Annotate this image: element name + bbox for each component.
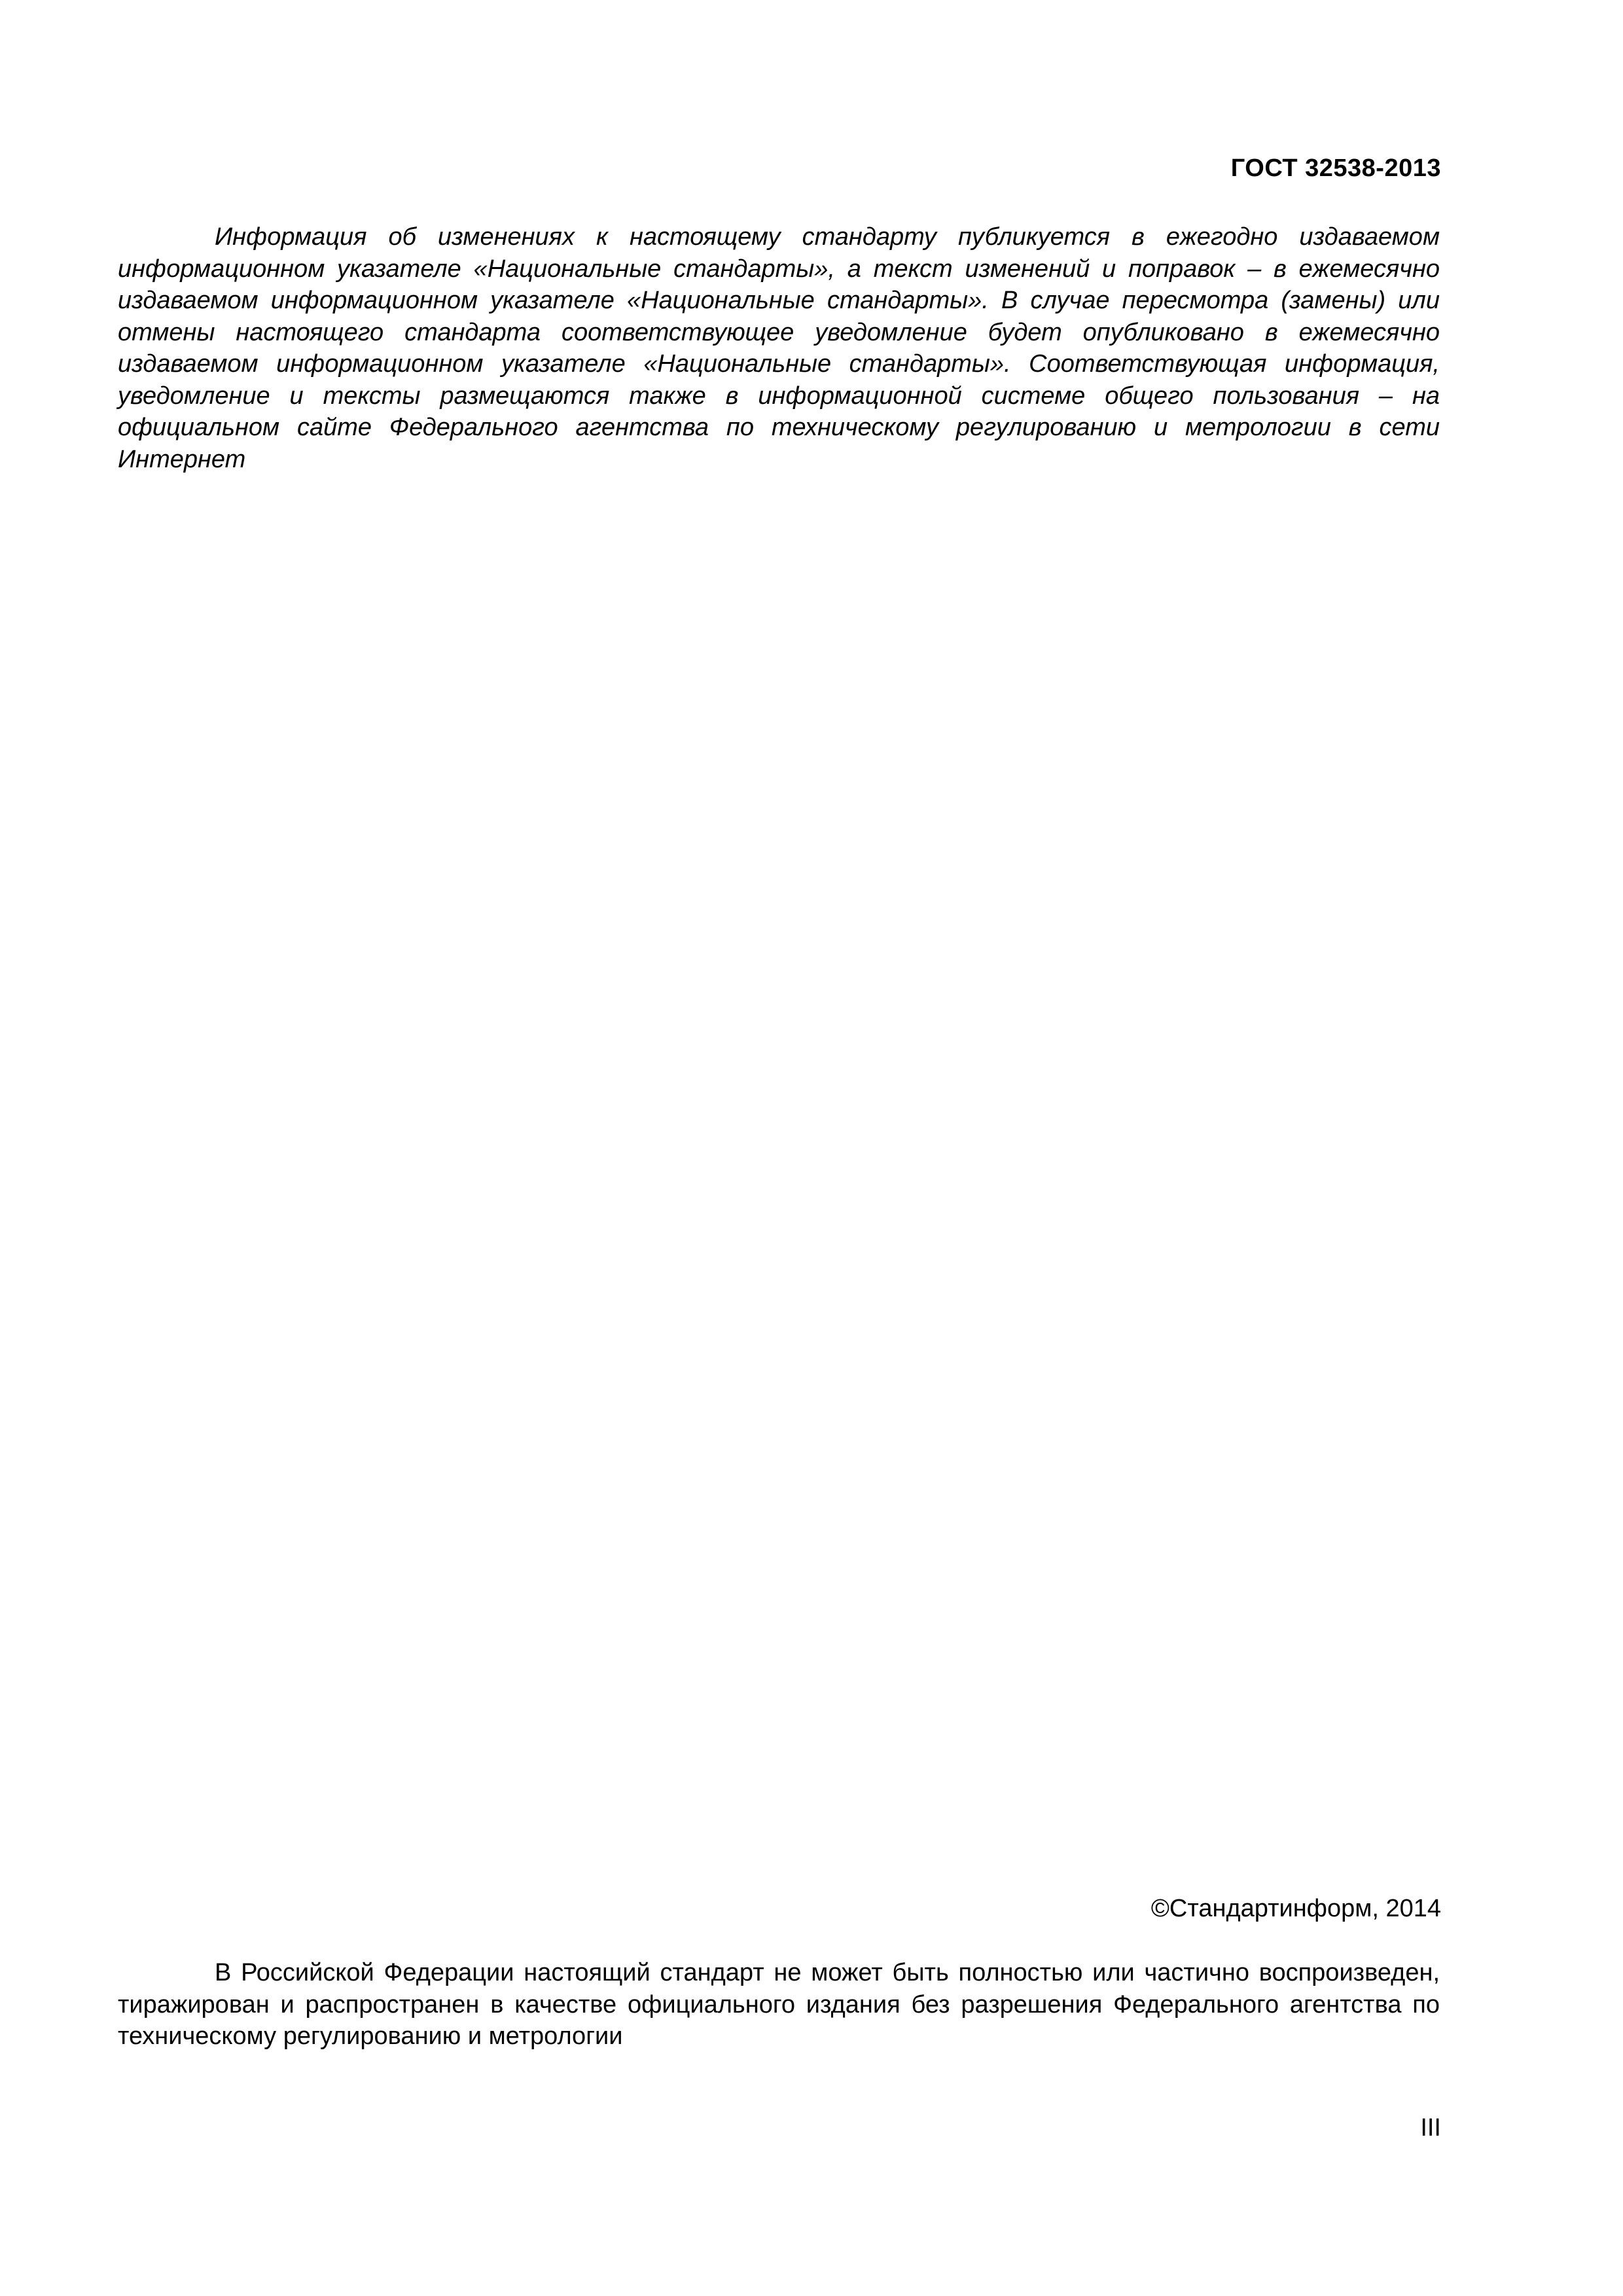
- page-number: III: [1420, 2114, 1441, 2142]
- copyright-line: ©Стандартинформ, 2014: [1150, 1895, 1441, 1922]
- amendments-information-paragraph: Информация об изменениях к настоящему стандарту публикуется в ежегодно издаваемом информационном указателе «Национальные стандарты», а текст изменений и поправок – в ежемесячно издаваемом информационном указателе «Национальные стандарты». В случае пересмотра (замены) или отмены настоящего стандарта соответствующее уведомление будет опубликовано в ежемесячно издаваемом информационном указателе «Национальные стандарты». Соответствующая информация, уведомление и тексты размещаются также в информационной системе общего пользования – на официальном сайте Федерального агентства по техническому регулированию и метрологии в сети Интернет: [118, 223, 1440, 473]
- document-code-header: ГОСТ 32538-2013: [1230, 154, 1441, 182]
- reproduction-rights-paragraph: В Российской Федерации настоящий стандарт не может быть полностью или частично воспроизведен, тиражирован и распространен в качестве официального издания без разрешения Федерального агентства по техническому регулированию и метрологии: [118, 1959, 1440, 2050]
